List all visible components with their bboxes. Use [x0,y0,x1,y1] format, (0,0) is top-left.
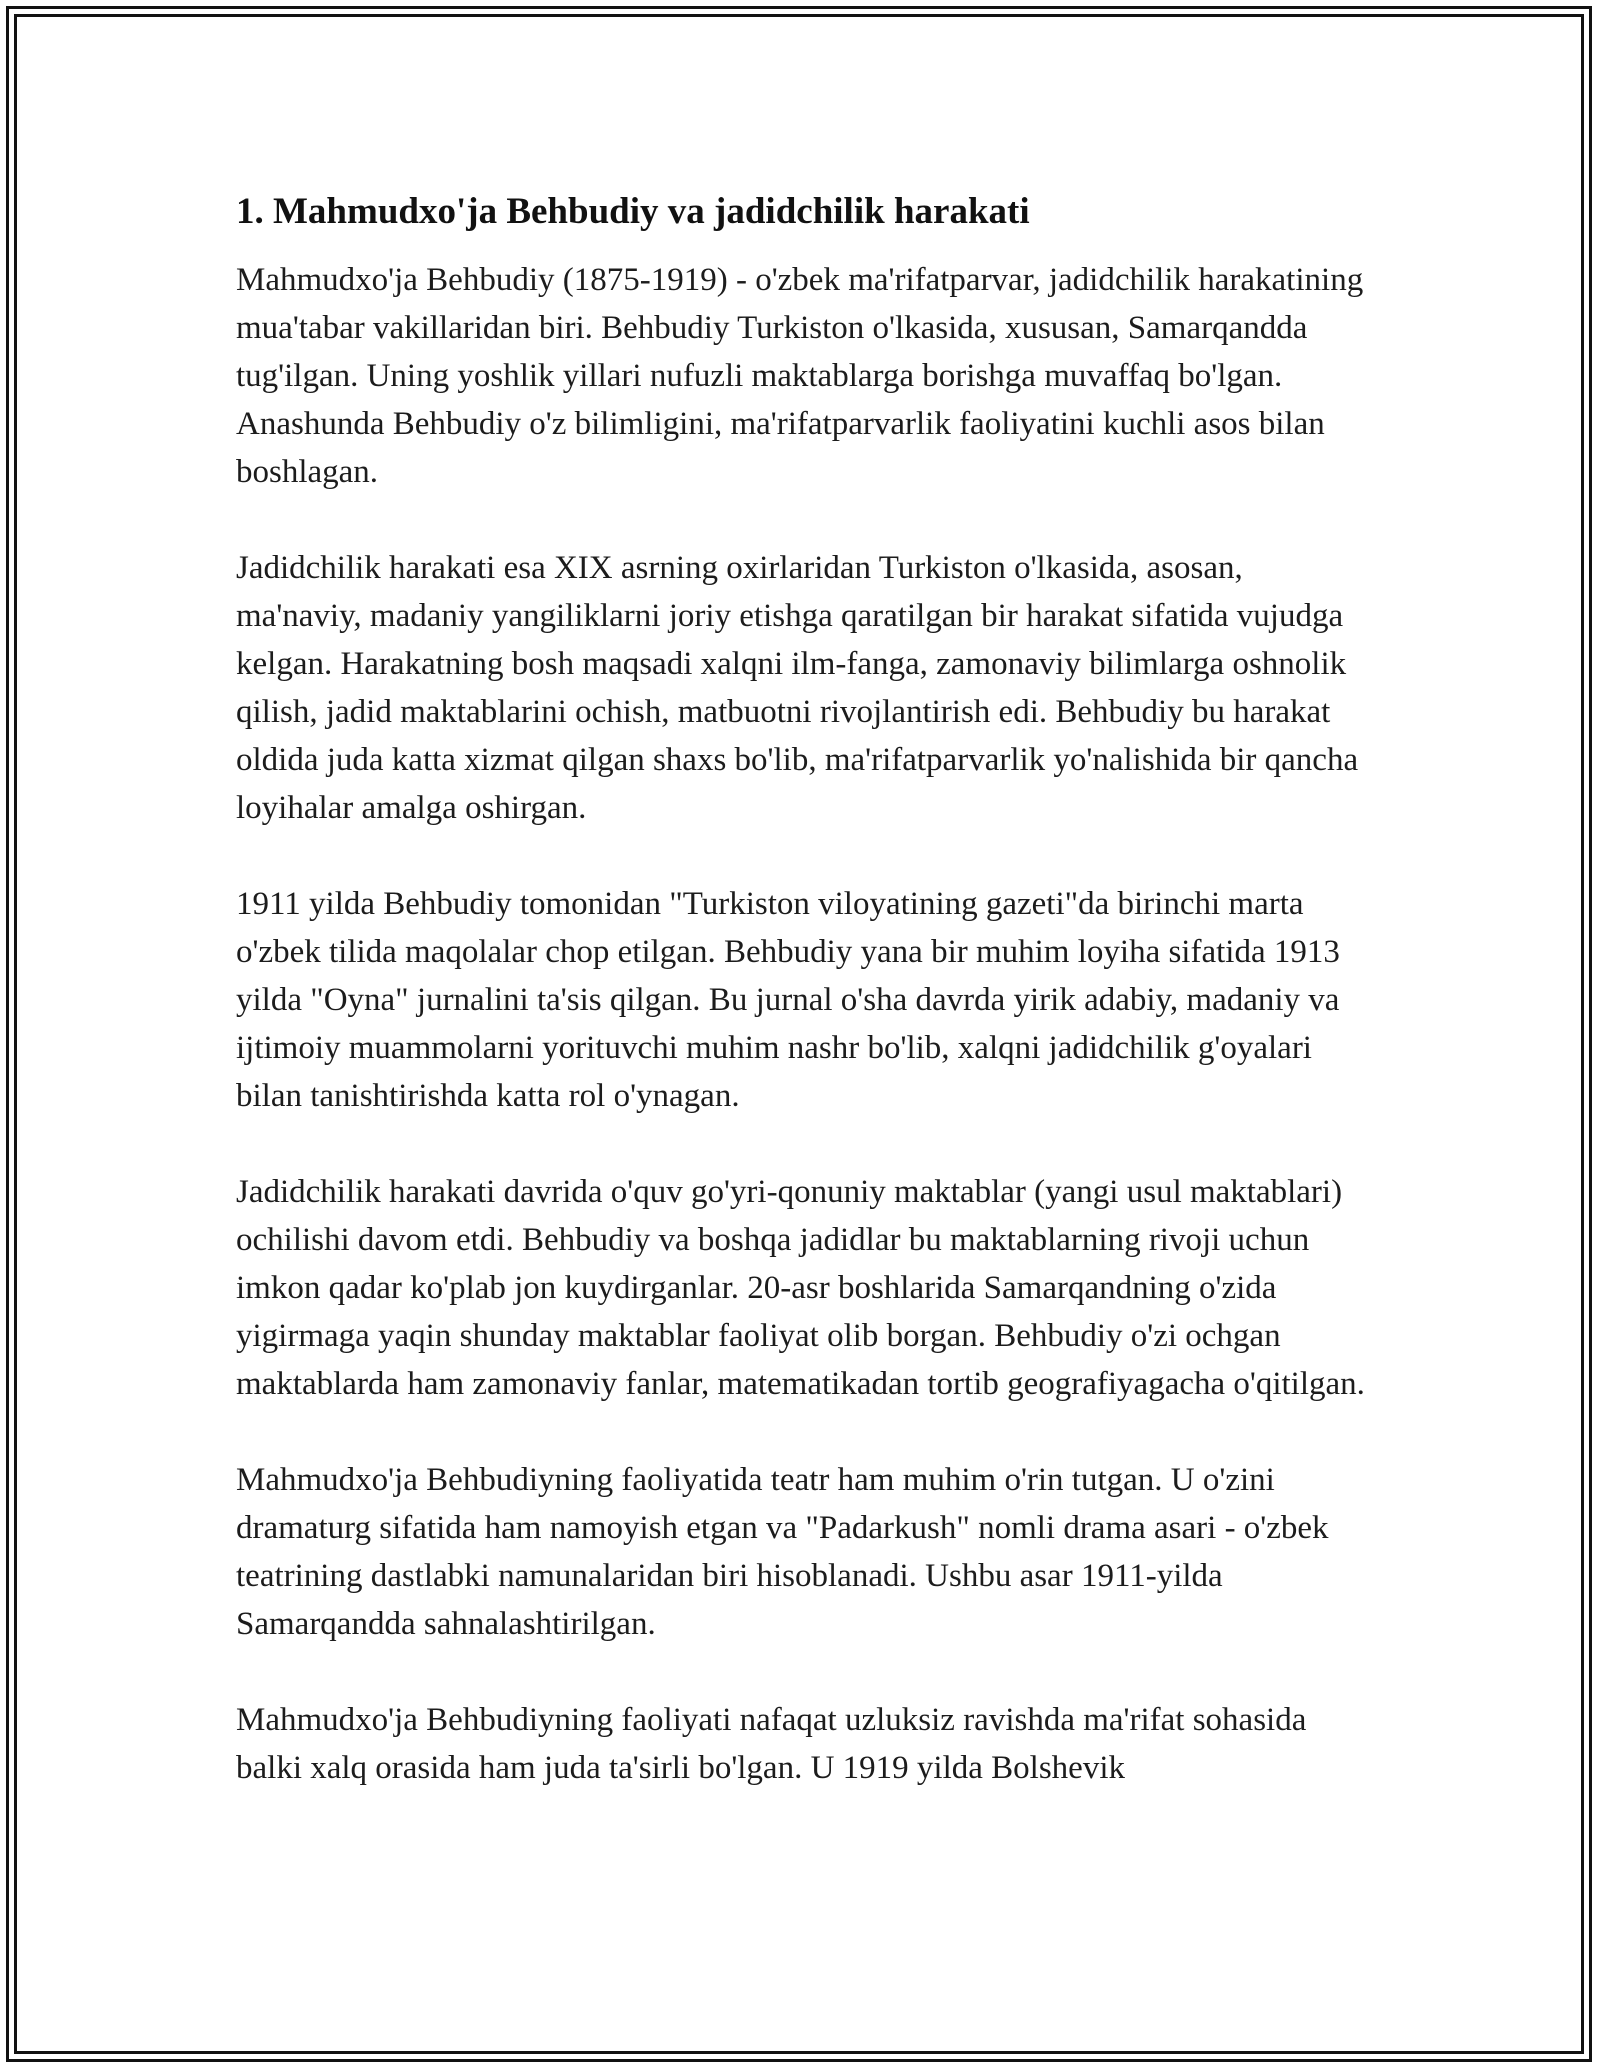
paragraph-6: Mahmudxo'ja Behbudiyning faoliyati nafaqat uzluksiz ravishda ma'rifat sohasida balki xalq orasida ham juda ta'sirli bo'lgan. U 1919 yilda Bolshevik [236,1702,1307,1786]
paragraph-2: Jadidchilik harakati esa XIX asrning oxirlaridan Turkiston o'lkasida, asosan, ma'naviy, madaniy yangiliklarni joriy etishga qaratilgan bir harakat sifatida vujudga kelgan. Harakatning bosh maqsadi xalqni ilm-fanga, zamonaviy bilimlarga oshnolik qilish, jadid maktablarini ochish, matbuotni rivojlantirish edi. Behbudiy bu harakat oldida juda katta xizmat qilgan shaxs bo'lib, ma'rifatparvarlik yo'nalishida bir qancha loyihalar amalga oshirgan. [236,550,1359,826]
section-heading: 1. Mahmudxo'ja Behbudiy va jadidchilik harakati [236,191,1030,232]
paragraph-1: Mahmudxo'ja Behbudiy (1875-1919) - o'zbek ma'rifatparvar, jadidchilik harakatining mua'tabar vakillaridan biri. Behbudiy Turkiston o'lkasida, xususan, Samarqandda tug'ilgan. Uning yoshlik yillari nufuzli maktablarga borishga muvaffaq bo'lgan. Anashunda Behbudiy o'z bilimligini, ma'rifatparvarlik faoliyatini kuchli asos bilan boshlagan. [236,262,1364,490]
document-body [236,188,1376,1792]
paragraph-4: Jadidchilik harakati davrida o'quv go'yri-qonuniy maktablar (yangi usul maktablari) ochilishi davom etdi. Behbudiy va boshqa jadidlar bu maktablarning rivoji uchun imkon qadar ko'plab jon kuydirganlar. 20-asr boshlarida Samarqandning o'zida yigirmaga yaqin shunday maktablar faoliyat olib borgan. Behbudiy o'zi ochgan maktablarda ham zamonaviy fanlar, matematikadan tortib geografiyagacha o'qitilgan. [236,1174,1365,1402]
paragraph-3: 1911 yilda Behbudiy tomonidan "Turkiston viloyatining gazeti"da birinchi marta o'zbek tilida maqolalar chop etilgan. Behbudiy yana bir muhim loyiha sifatida 1913 yilda "Oyna" jurnalini ta'sis qilgan. Bu jurnal o'sha davrda yirik adabiy, madaniy va ijtimoiy muammolarni yorituvchi muhim nashr bo'lib, xalqni jadidchilik g'oyalari bilan tanishtirishda katta rol o'ynagan. [236,886,1340,1114]
paragraph-5: Mahmudxo'ja Behbudiyning faoliyatida teatr ham muhim o'rin tutgan. U o'zini dramaturg sifatida ham namoyish etgan va "Padarkush" nomli drama asari - o'zbek teatrining dastlabki namunalaridan biri hisoblanadi. Ushbu asar 1911-yilda Samarqandda sahnalashtirilgan. [236,1462,1329,1642]
